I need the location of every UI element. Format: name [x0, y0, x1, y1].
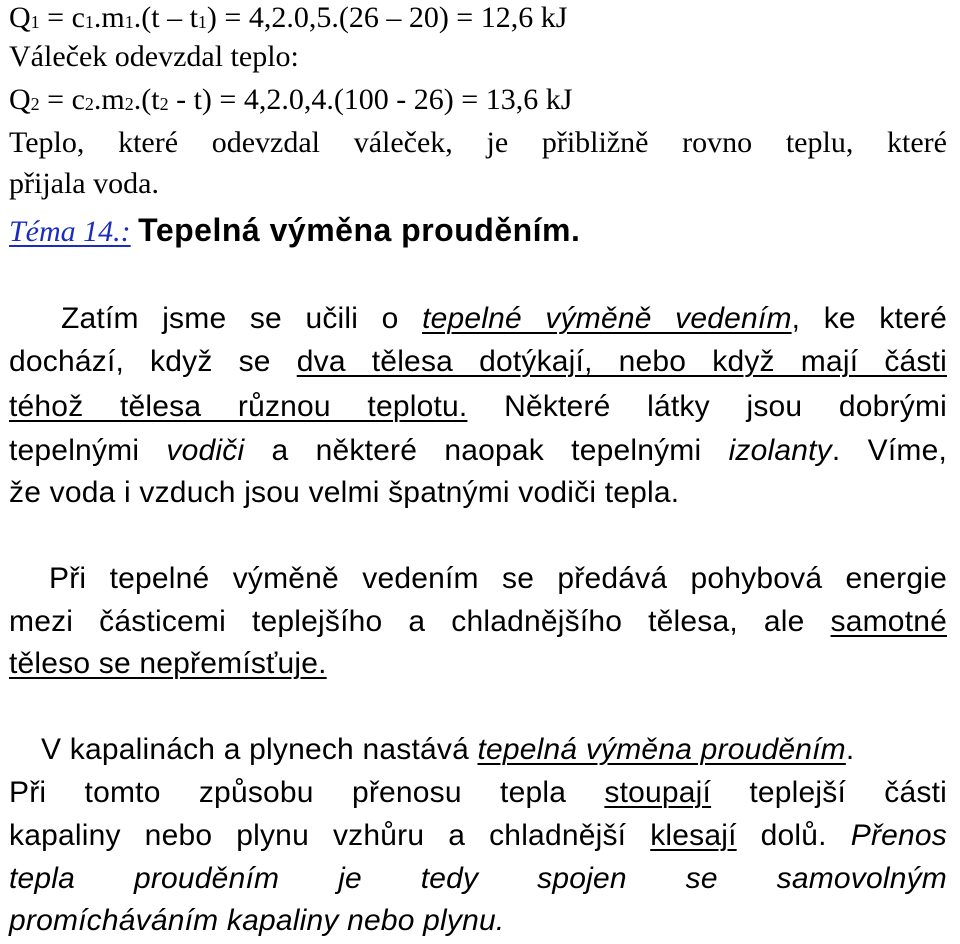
para1-line-5: že voda i vzduch jsou velmi špatnými vodiči tepla.	[9, 476, 680, 509]
para2-line-3: těleso se nepřemísťuje.	[9, 647, 327, 680]
para2-line-2: mezi částicemi teplejšího a chladnějšího tělesa, ale samotné	[9, 605, 947, 638]
conclusion-line-2: přijala voda.	[9, 167, 159, 200]
para3-line-2: Při tomto způsobu přenosu tepla stoupají teplejší části	[9, 776, 947, 809]
conclusion-line-1: Teplo, které odevzdal váleček, je přibližně rovno teplu, které	[9, 126, 947, 159]
para1-line-4: tepelnými vodiči a některé naopak tepelnými izolanty. Víme,	[9, 434, 947, 467]
para3-line-1: V kapalinách a plynech nastává tepelná výměna prouděním.	[41, 733, 855, 766]
topic-number-link[interactable]: Téma 14.:	[9, 215, 131, 248]
para1-line-2: dochází, když se dva tělesa dotýkají, nebo když mají části	[9, 345, 948, 378]
q1-equation: $Q_1 = c_1.m_1.(t - t_1) = 4,2.0,5.(26 - 20) = 12,6$ kJ	[9, 1, 568, 34]
cylinder-gave-heat: Váleček odevzdal teplo:	[9, 40, 299, 73]
para1-line-1: Zatím jsme se učili o tepelné výměně vedením, ke které	[61, 302, 947, 335]
para3-line-3: kapaliny nebo plynu vzhůru a chladnější klesají dolů. Přenos	[9, 819, 947, 852]
para1-line-3: téhož tělesa různou teplotu. Některé látky jsou dobrými	[9, 390, 948, 423]
para3-line-5: promícháváním kapaliny nebo plynu.	[9, 904, 505, 937]
q2-equation: $Q_2 = c_2.m_2.(t_2 - t) = 4,2.0,4.(100 - 26) = 13,6$ kJ	[9, 83, 573, 116]
topic-title: Tepelná výměna prouděním.	[138, 212, 581, 248]
topic-heading	[9, 209, 580, 253]
para3-line-4: tepla prouděním je tedy spojen se samovolným	[9, 862, 947, 895]
para2-line-1: Při tepelné výměně vedením se předává pohybová energie	[49, 562, 947, 595]
